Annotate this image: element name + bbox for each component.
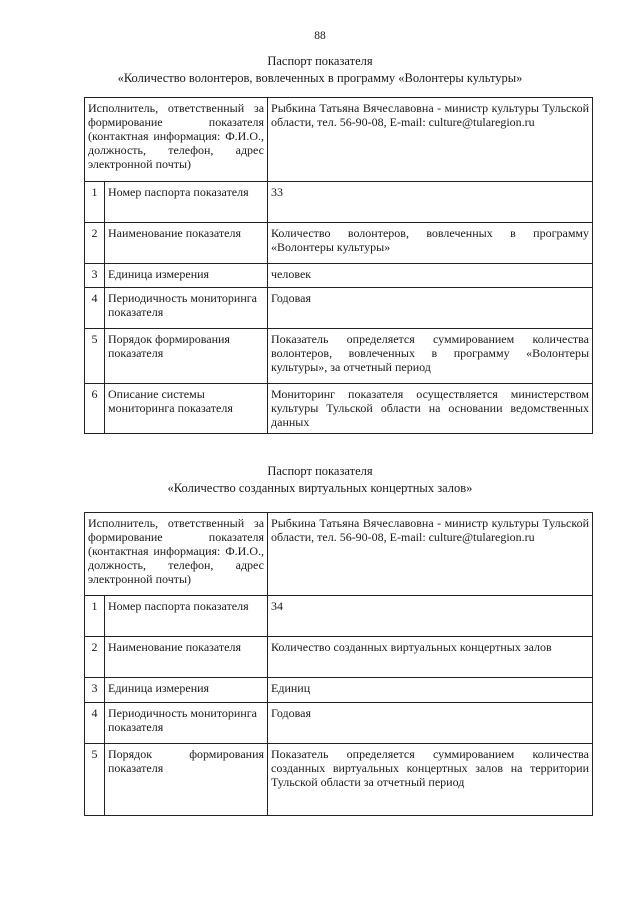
table-row: [85, 182, 593, 223]
row-value: 33: [268, 182, 593, 223]
row-value: Показатель определяется суммированием количества волонтеров, вовлеченных в программу «Волонтеры культуры», за отчетный период: [268, 329, 593, 384]
row-label: Наименование показателя: [105, 223, 268, 264]
executor-label: Исполнитель, ответственный за формирование показателя (контактная информация: Ф.И.О., должность, телефон, адрес электронной почты): [85, 513, 268, 596]
row-value: Показатель определяется суммированием количества созданных виртуальных концертных залов на территории Тульской области за отчетный период: [268, 744, 593, 816]
table-row: [85, 223, 593, 264]
row-number: 1: [85, 182, 105, 223]
row-value: человек: [268, 264, 593, 288]
row-value: Количество волонтеров, вовлеченных в программу «Волонтеры культуры»: [268, 223, 593, 264]
table-row: [85, 744, 593, 816]
page-number: 88: [314, 30, 326, 42]
row-number: 3: [85, 264, 105, 288]
row-value: Единиц: [268, 678, 593, 703]
row-value: Количество созданных виртуальных концертных залов: [268, 637, 593, 678]
row-number: 6: [85, 384, 105, 434]
row-number: 3: [85, 678, 105, 703]
passport-1-heading: Паспорт показателя: [267, 54, 373, 68]
row-label: Единица измерения: [105, 678, 268, 703]
row-label: Номер паспорта показателя: [105, 182, 268, 223]
row-label: Наименование показателя: [105, 637, 268, 678]
row-label: Номер паспорта показателя: [105, 596, 268, 637]
row-number: 2: [85, 223, 105, 264]
passport-1-executor-row: [85, 98, 593, 182]
row-number: 4: [85, 288, 105, 329]
row-number: 5: [85, 744, 105, 816]
passport-1-table: [84, 97, 593, 434]
table-row: [85, 596, 593, 637]
table-row: [85, 703, 593, 744]
row-value: 34: [268, 596, 593, 637]
passport-1-indicator-title: «Количество волонтеров, вовлеченных в программу «Волонтеры культуры»: [117, 71, 523, 85]
row-value: Годовая: [268, 288, 593, 329]
executor-value: Рыбкина Татьяна Вячеславовна - министр культуры Тульской области, тел. 56-90-08, E-mail: culture@tularegion.ru: [268, 513, 593, 596]
table-row: [85, 264, 593, 288]
row-value: Годовая: [268, 703, 593, 744]
passport-2-table: [84, 512, 593, 816]
row-value: Мониторинг показателя осуществляется министерством культуры Тульской области на основании ведомственных данных: [268, 384, 593, 434]
row-number: 5: [85, 329, 105, 384]
row-label: Единица измерения: [105, 264, 268, 288]
passport-2-executor-row: [85, 513, 593, 596]
table-row: [85, 288, 593, 329]
row-number: 4: [85, 703, 105, 744]
row-label: Порядок формирования показателя: [105, 329, 268, 384]
row-label: Периодичность мониторинга показателя: [105, 288, 268, 329]
row-label: Описание системы мониторинга показателя: [105, 384, 268, 434]
table-row: [85, 329, 593, 384]
row-number: 2: [85, 637, 105, 678]
row-label: Порядок формирования показателя: [105, 744, 268, 816]
executor-label: Исполнитель, ответственный за формирование показателя (контактная информация: Ф.И.О., должность, телефон, адрес электронной почты): [85, 98, 268, 182]
passport-2-indicator-title: «Количество созданных виртуальных концертных залов»: [167, 481, 473, 495]
row-label: Периодичность мониторинга показателя: [105, 703, 268, 744]
passport-2-heading: Паспорт показателя: [267, 464, 373, 478]
table-row: [85, 637, 593, 678]
executor-value: Рыбкина Татьяна Вячеславовна - министр культуры Тульской области, тел. 56-90-08, E-mail: culture@tularegion.ru: [268, 98, 593, 182]
table-row: [85, 678, 593, 703]
table-row: [85, 384, 593, 434]
row-number: 1: [85, 596, 105, 637]
